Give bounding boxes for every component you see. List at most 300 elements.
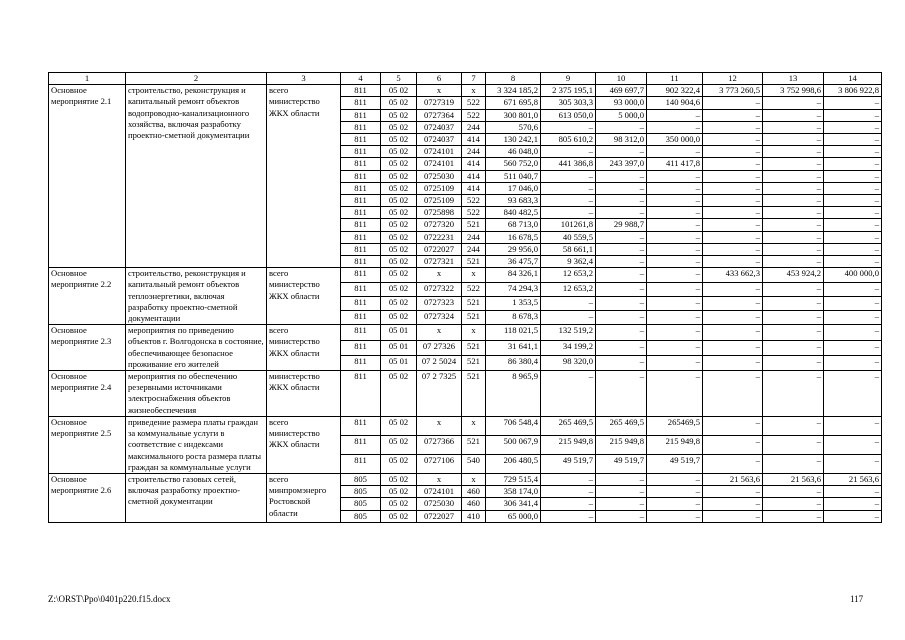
activity-description: строительство, реконструкция и капитальный ремонт объектов теплоэнергетики, включая разработку проектно-сметной документации xyxy=(126,268,267,325)
table-cell: 05 02 xyxy=(381,268,417,282)
table-cell: 811 xyxy=(341,121,381,133)
table-cell: – xyxy=(763,510,824,522)
table-cell: – xyxy=(763,371,824,417)
table-cell: 414 xyxy=(462,182,486,194)
table-cell: – xyxy=(596,371,647,417)
table-cell: 811 xyxy=(341,454,381,473)
table-cell: 0727366 xyxy=(417,435,462,454)
table-cell: – xyxy=(763,219,824,231)
table-cell: 93 683,3 xyxy=(486,195,541,207)
table-cell: 811 xyxy=(341,207,381,219)
table-cell: 570,6 xyxy=(486,121,541,133)
table-cell: – xyxy=(541,121,596,133)
table-cell: 68 713,0 xyxy=(486,219,541,231)
table-cell: – xyxy=(824,121,882,133)
table-cell: – xyxy=(596,498,647,510)
table-body xyxy=(49,73,882,523)
table-cell: 05 02 xyxy=(381,170,417,182)
table-cell: 16 678,5 xyxy=(486,231,541,243)
table-cell: – xyxy=(763,498,824,510)
table-cell: – xyxy=(763,231,824,243)
table-cell: – xyxy=(824,416,882,435)
table-cell: 521 xyxy=(462,256,486,268)
table-cell: – xyxy=(763,340,824,355)
table-cell: 811 xyxy=(341,311,381,325)
table-cell: – xyxy=(703,486,763,498)
table-cell: 05 02 xyxy=(381,158,417,170)
table-cell: 05 02 xyxy=(381,435,417,454)
table-cell: 460 xyxy=(462,498,486,510)
header-cell: 11 xyxy=(647,73,703,85)
table-cell: 05 02 xyxy=(381,486,417,498)
activity-name: Основное мероприятие 2.1 xyxy=(49,85,126,268)
table-cell: 811 xyxy=(341,340,381,355)
table-cell: – xyxy=(703,454,763,473)
table-cell: – xyxy=(703,282,763,296)
table-cell: – xyxy=(763,486,824,498)
table-cell: 118 021,5 xyxy=(486,325,541,340)
table-cell: 521 xyxy=(462,219,486,231)
table-cell: – xyxy=(647,121,703,133)
table-cell: – xyxy=(763,121,824,133)
table-cell: – xyxy=(541,486,596,498)
table-cell: – xyxy=(647,325,703,340)
table-cell: – xyxy=(541,498,596,510)
table-cell: 58 661,1 xyxy=(541,243,596,255)
table-cell: 521 xyxy=(462,311,486,325)
table-row xyxy=(49,371,882,417)
table-cell: – xyxy=(541,170,596,182)
table-cell: – xyxy=(824,219,882,231)
table-cell: – xyxy=(763,146,824,158)
table-cell: 811 xyxy=(341,296,381,310)
table-cell: 49 519,7 xyxy=(596,454,647,473)
table-cell: x xyxy=(462,268,486,282)
table-cell: 522 xyxy=(462,109,486,121)
table-cell: 811 xyxy=(341,219,381,231)
table-cell: 0724101 xyxy=(417,158,462,170)
table-cell: – xyxy=(596,510,647,522)
table-cell: – xyxy=(763,355,824,370)
table-cell: – xyxy=(824,146,882,158)
table-cell: 811 xyxy=(341,170,381,182)
table-cell: 811 xyxy=(341,268,381,282)
table-cell: – xyxy=(596,311,647,325)
table-cell: 05 02 xyxy=(381,454,417,473)
table-cell: 215 949,8 xyxy=(647,435,703,454)
table-cell: – xyxy=(703,170,763,182)
table-cell: – xyxy=(703,97,763,109)
header-cell: 4 xyxy=(341,73,381,85)
table-cell: 05 02 xyxy=(381,97,417,109)
table-cell: x xyxy=(417,325,462,340)
table-cell: 521 xyxy=(462,296,486,310)
table-cell: 05 02 xyxy=(381,243,417,255)
table-cell: 265 469,5 xyxy=(541,416,596,435)
table-cell: – xyxy=(647,510,703,522)
table-cell: 9 362,4 xyxy=(541,256,596,268)
table-cell: 215 949,8 xyxy=(541,435,596,454)
table-cell: – xyxy=(647,340,703,355)
table-cell: 811 xyxy=(341,256,381,268)
table-cell: 2 375 195,1 xyxy=(541,85,596,97)
table-cell: 86 380,4 xyxy=(486,355,541,370)
table-cell: 522 xyxy=(462,195,486,207)
table-cell: 521 xyxy=(462,355,486,370)
table-cell: 410 xyxy=(462,510,486,522)
table-cell: 560 752,0 xyxy=(486,158,541,170)
table-cell: – xyxy=(647,296,703,310)
table-cell: 811 xyxy=(341,97,381,109)
responsible-executor: всего министерство ЖКХ области xyxy=(267,325,341,371)
table-cell: – xyxy=(596,268,647,282)
table-cell: 21 563,6 xyxy=(763,473,824,485)
table-cell: – xyxy=(596,473,647,485)
table-cell: 130 242,1 xyxy=(486,134,541,146)
table-cell: 0725898 xyxy=(417,207,462,219)
table-cell: x xyxy=(462,416,486,435)
table-cell: – xyxy=(703,256,763,268)
table-cell: 98 312,0 xyxy=(596,134,647,146)
table-cell: – xyxy=(596,195,647,207)
table-cell: 811 xyxy=(341,282,381,296)
table-cell: 07 2 5024 xyxy=(417,355,462,370)
table-cell: – xyxy=(596,207,647,219)
table-cell: 805 xyxy=(341,473,381,485)
table-cell: 05 02 xyxy=(381,195,417,207)
table-cell: 0727321 xyxy=(417,256,462,268)
table-cell: – xyxy=(763,435,824,454)
table-cell: – xyxy=(763,325,824,340)
table-cell: – xyxy=(824,340,882,355)
activity-name: Основное мероприятие 2.6 xyxy=(49,473,126,522)
table-cell: – xyxy=(703,146,763,158)
table-cell: – xyxy=(596,146,647,158)
budget-table xyxy=(48,72,882,523)
table-cell: – xyxy=(596,256,647,268)
table-row xyxy=(49,325,882,340)
table-cell: – xyxy=(703,416,763,435)
table-cell: – xyxy=(824,454,882,473)
table-cell: – xyxy=(647,146,703,158)
table-cell: 49 519,7 xyxy=(647,454,703,473)
activity-description: строительство газовых сетей, включая разработку проектно-сметной документации xyxy=(126,473,267,522)
table-cell: 05 02 xyxy=(381,296,417,310)
table-cell: 265 469,5 xyxy=(596,416,647,435)
table-cell: – xyxy=(596,121,647,133)
table-cell: 21 563,6 xyxy=(703,473,763,485)
table-cell: 811 xyxy=(341,134,381,146)
table-cell: – xyxy=(541,371,596,417)
header-cell: 8 xyxy=(486,73,541,85)
table-cell: 05 02 xyxy=(381,182,417,194)
table-cell: – xyxy=(703,121,763,133)
table-cell: – xyxy=(703,219,763,231)
table-cell: – xyxy=(763,454,824,473)
table-cell: 521 xyxy=(462,340,486,355)
table-cell: – xyxy=(703,355,763,370)
table-cell: – xyxy=(824,182,882,194)
table-cell: – xyxy=(703,207,763,219)
table-cell: 101261,8 xyxy=(541,219,596,231)
table-cell: – xyxy=(703,231,763,243)
table-cell: – xyxy=(647,243,703,255)
table-cell: – xyxy=(596,243,647,255)
table-cell: – xyxy=(703,158,763,170)
table-cell: – xyxy=(703,340,763,355)
table-cell: 05 02 xyxy=(381,510,417,522)
table-cell: 0727323 xyxy=(417,296,462,310)
table-cell: 140 904,6 xyxy=(647,97,703,109)
table-cell: – xyxy=(763,282,824,296)
table-cell: – xyxy=(647,219,703,231)
table-cell: 522 xyxy=(462,282,486,296)
table-cell: 8 678,3 xyxy=(486,311,541,325)
table-cell: x xyxy=(462,325,486,340)
table-cell: 811 xyxy=(341,231,381,243)
header-row xyxy=(49,73,882,85)
table-cell: 0724101 xyxy=(417,146,462,158)
table-cell: 306 341,4 xyxy=(486,498,541,510)
header-cell: 10 xyxy=(596,73,647,85)
table-cell: 805 xyxy=(341,510,381,522)
table-cell: – xyxy=(824,207,882,219)
table-cell: 1 353,5 xyxy=(486,296,541,310)
table-cell: 811 xyxy=(341,435,381,454)
table-cell: 811 xyxy=(341,325,381,340)
table-cell: – xyxy=(703,109,763,121)
table-cell: 29 956,0 xyxy=(486,243,541,255)
table-cell: 93 000,0 xyxy=(596,97,647,109)
responsible-executor: всего министерство ЖКХ области xyxy=(267,85,341,268)
table-cell: – xyxy=(647,355,703,370)
table-cell: – xyxy=(703,243,763,255)
table-cell: – xyxy=(596,486,647,498)
table-cell: – xyxy=(596,355,647,370)
table-cell: 540 xyxy=(462,454,486,473)
responsible-executor: всего министерство ЖКХ области xyxy=(267,268,341,325)
table-cell: – xyxy=(647,109,703,121)
table-cell: 811 xyxy=(341,146,381,158)
table-cell: 0722027 xyxy=(417,243,462,255)
table-cell: – xyxy=(647,207,703,219)
activity-name: Основное мероприятие 2.2 xyxy=(49,268,126,325)
table-cell: 671 695,8 xyxy=(486,97,541,109)
table-cell: 358 174,0 xyxy=(486,486,541,498)
table-cell: – xyxy=(824,109,882,121)
table-cell: – xyxy=(703,498,763,510)
responsible-executor: всего минпромэнерго Ростовской области xyxy=(267,473,341,522)
table-cell: 805 610,2 xyxy=(541,134,596,146)
table-cell: – xyxy=(824,296,882,310)
table-cell: x xyxy=(417,85,462,97)
table-cell: 05 02 xyxy=(381,282,417,296)
table-cell: 05 02 xyxy=(381,134,417,146)
activity-name: Основное мероприятие 2.5 xyxy=(49,416,126,473)
table-row xyxy=(49,85,882,97)
table-cell: – xyxy=(763,109,824,121)
table-cell: 5 000,0 xyxy=(596,109,647,121)
table-cell: 811 xyxy=(341,158,381,170)
table-cell: 98 320,0 xyxy=(541,355,596,370)
table-cell: – xyxy=(824,243,882,255)
table-cell: 511 040,7 xyxy=(486,170,541,182)
table-cell: 0725030 xyxy=(417,170,462,182)
table-cell: – xyxy=(763,170,824,182)
table-cell: – xyxy=(703,296,763,310)
table-cell: 0727320 xyxy=(417,219,462,231)
table-cell: – xyxy=(647,311,703,325)
table-cell: – xyxy=(541,195,596,207)
table-cell: 811 xyxy=(341,371,381,417)
table-cell: 206 480,5 xyxy=(486,454,541,473)
table-cell: 3 752 998,6 xyxy=(763,85,824,97)
table-cell: – xyxy=(647,486,703,498)
activity-description: мероприятия по приведению объектов г. Волгодонска в состояние, обеспечивающее безопасное проживание его жителей xyxy=(126,325,267,371)
table-cell: – xyxy=(647,268,703,282)
table-cell: – xyxy=(647,182,703,194)
table-cell: – xyxy=(541,146,596,158)
table-cell: 40 559,5 xyxy=(541,231,596,243)
header-cell: 2 xyxy=(126,73,267,85)
table-cell: – xyxy=(824,134,882,146)
table-cell: 522 xyxy=(462,97,486,109)
table-cell: 05 02 xyxy=(381,109,417,121)
table-cell: – xyxy=(596,182,647,194)
table-cell: – xyxy=(596,170,647,182)
table-cell: 811 xyxy=(341,243,381,255)
activity-name: Основное мероприятие 2.3 xyxy=(49,325,126,371)
table-cell: 12 653,2 xyxy=(541,282,596,296)
table-cell: – xyxy=(824,325,882,340)
table-cell: 05 02 xyxy=(381,85,417,97)
table-cell: 433 662,3 xyxy=(703,268,763,282)
table-cell: 0722027 xyxy=(417,510,462,522)
table-cell: – xyxy=(703,510,763,522)
table-cell: 265469,5 xyxy=(647,416,703,435)
table-cell: 500 067,9 xyxy=(486,435,541,454)
table-cell: – xyxy=(541,510,596,522)
table-cell: 29 988,7 xyxy=(596,219,647,231)
table-cell: 05 02 xyxy=(381,371,417,417)
table-cell: 0724101 xyxy=(417,486,462,498)
table-cell: – xyxy=(824,195,882,207)
table-cell: 05 02 xyxy=(381,121,417,133)
table-cell: – xyxy=(824,311,882,325)
table-cell: 805 xyxy=(341,498,381,510)
table-cell: 411 417,8 xyxy=(647,158,703,170)
table-cell: 05 02 xyxy=(381,498,417,510)
activity-description: приведение размера платы граждан за коммунальные услуги в соответствие с индексами максимального роста размера платы граждан за коммунальные услуги xyxy=(126,416,267,473)
table-cell: x xyxy=(417,268,462,282)
table-cell: 350 000,0 xyxy=(647,134,703,146)
responsible-executor: министерство ЖКХ области xyxy=(267,371,341,417)
table-cell: 0724037 xyxy=(417,134,462,146)
table-row xyxy=(49,268,882,282)
table-cell: 613 050,0 xyxy=(541,109,596,121)
table-cell: – xyxy=(703,182,763,194)
table-cell: 414 xyxy=(462,170,486,182)
table-cell: 902 322,4 xyxy=(647,85,703,97)
table-cell: 3 324 185,2 xyxy=(486,85,541,97)
table-cell: 0725030 xyxy=(417,498,462,510)
table-cell: 07 2 7325 xyxy=(417,371,462,417)
table-cell: 05 02 xyxy=(381,416,417,435)
table-cell: – xyxy=(703,371,763,417)
table-cell: x xyxy=(417,473,462,485)
table-cell: – xyxy=(596,340,647,355)
table-cell: – xyxy=(763,311,824,325)
table-cell: 05 02 xyxy=(381,207,417,219)
table-cell: – xyxy=(541,473,596,485)
table-cell: 05 02 xyxy=(381,311,417,325)
table-cell: – xyxy=(763,256,824,268)
table-cell: – xyxy=(647,498,703,510)
table-cell: 132 519,2 xyxy=(541,325,596,340)
table-cell: – xyxy=(824,256,882,268)
header-cell: 6 xyxy=(417,73,462,85)
table-cell: 3 806 922,8 xyxy=(824,85,882,97)
table-cell: 74 294,3 xyxy=(486,282,541,296)
table-cell: 3 773 260,5 xyxy=(703,85,763,97)
table-cell: – xyxy=(824,231,882,243)
table-cell: 12 653,2 xyxy=(541,268,596,282)
table-cell: x xyxy=(462,85,486,97)
activity-description: строительство, реконструкция и капитальный ремонт объектов водопроводно-канализационного хозяйства, включая разработку проектно-сметной документации xyxy=(126,85,267,268)
table-cell: – xyxy=(596,231,647,243)
table-cell: 36 475,7 xyxy=(486,256,541,268)
table-cell: – xyxy=(703,134,763,146)
table-cell: – xyxy=(647,473,703,485)
table-cell: – xyxy=(763,296,824,310)
activity-name: Основное мероприятие 2.4 xyxy=(49,371,126,417)
table-cell: 522 xyxy=(462,207,486,219)
table-cell: – xyxy=(647,231,703,243)
header-cell: 3 xyxy=(267,73,341,85)
table-cell: – xyxy=(824,371,882,417)
table-cell: 05 02 xyxy=(381,146,417,158)
table-cell: 0727324 xyxy=(417,311,462,325)
header-cell: 12 xyxy=(703,73,763,85)
table-cell: – xyxy=(824,486,882,498)
table-cell: 460 xyxy=(462,486,486,498)
table-cell: 05 02 xyxy=(381,231,417,243)
table-cell: 05 02 xyxy=(381,256,417,268)
table-cell: – xyxy=(703,435,763,454)
table-cell: 441 386,8 xyxy=(541,158,596,170)
table-cell: – xyxy=(824,158,882,170)
table-cell: 811 xyxy=(341,416,381,435)
table-cell: 0727322 xyxy=(417,282,462,296)
table-cell: – xyxy=(763,207,824,219)
table-cell: 244 xyxy=(462,121,486,133)
table-cell: 17 046,0 xyxy=(486,182,541,194)
table-cell: 840 482,5 xyxy=(486,207,541,219)
table-cell: 49 519,7 xyxy=(541,454,596,473)
table-cell: 811 xyxy=(341,355,381,370)
table-cell: – xyxy=(647,256,703,268)
page-number: 117 xyxy=(850,594,864,604)
table-cell: – xyxy=(541,182,596,194)
table-cell: – xyxy=(824,97,882,109)
header-cell: 13 xyxy=(763,73,824,85)
table-cell: 811 xyxy=(341,182,381,194)
table-cell: 300 801,0 xyxy=(486,109,541,121)
table-cell: 305 303,3 xyxy=(541,97,596,109)
table-cell: – xyxy=(763,134,824,146)
table-cell: – xyxy=(596,325,647,340)
table-cell: – xyxy=(541,296,596,310)
